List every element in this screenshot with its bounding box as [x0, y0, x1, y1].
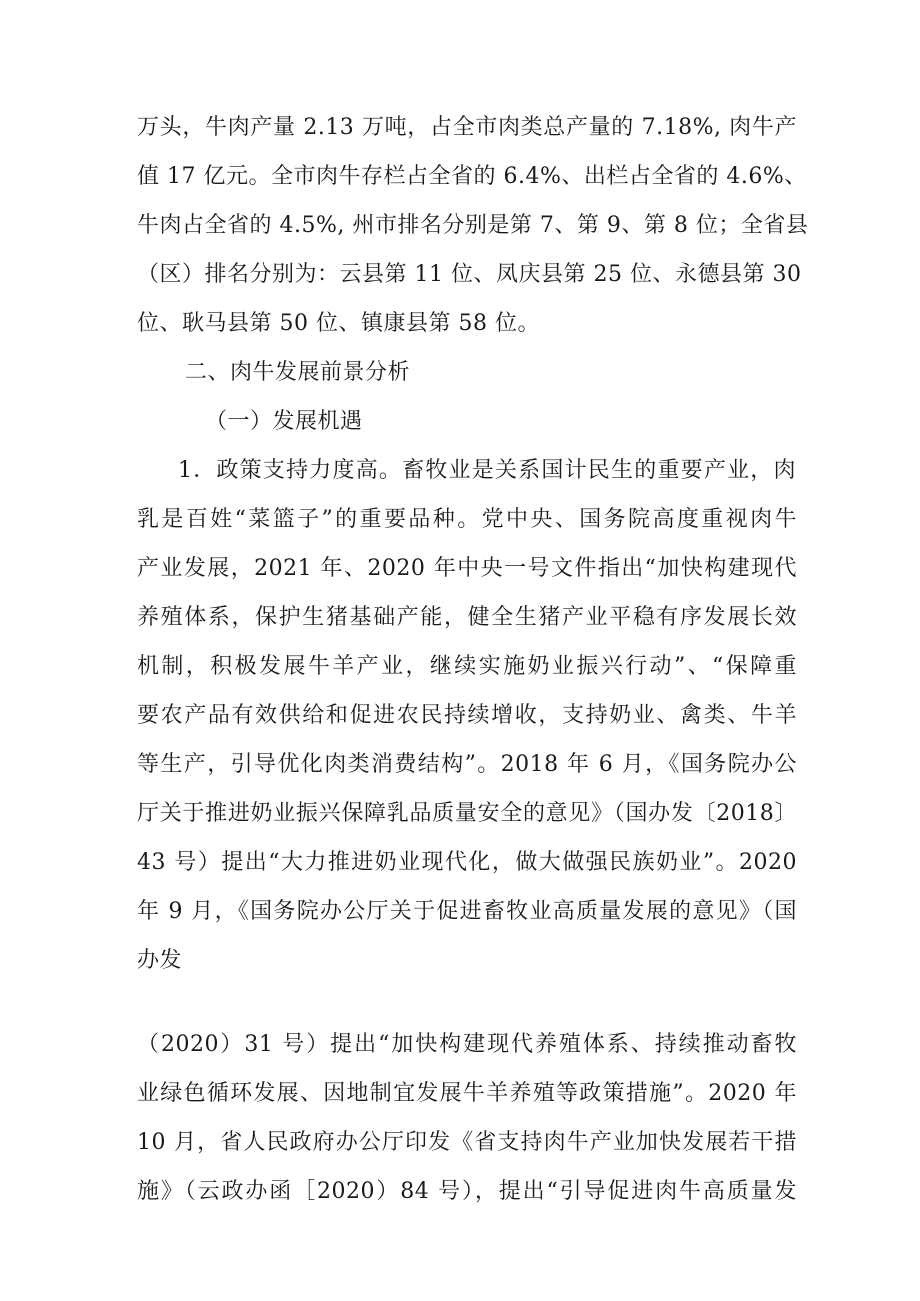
- body-line: 厅关于推进奶业振兴保障乳品质量安全的意见》（国办发〔2018〕: [137, 801, 797, 826]
- body-line: 年 9 月，《国务院办公厅关于促进畜牧业高质量发展的意见》（国: [137, 899, 797, 924]
- body-line: 业绿色循环发展、因地制宜发展牛羊养殖等政策措施”。2020 年: [137, 1081, 797, 1106]
- body-line: 等生产，引导优化肉类消费结构”。2018 年 6 月，《国务院办公: [137, 752, 797, 777]
- body-line: 产业发展，2021 年、2020 年中央一号文件指出“加快构建现代: [137, 556, 797, 581]
- body-line: 43 号）提出“大力推进奶业现代化，做大做强民族奶业”。2020: [137, 850, 797, 875]
- body-line: 位、耿马县第 50 位、镇康县第 58 位。: [137, 311, 540, 336]
- body-line: 万头，牛肉产量 2.13 万吨，占全市肉类总产量的 7.18%, 肉牛产: [137, 115, 797, 140]
- body-line: （2020）31 号）提出“加快构建现代养殖体系、持续推动畜牧: [137, 1032, 797, 1057]
- body-line: 办发: [137, 948, 183, 973]
- body-line: 施》（云政办函［2020）84 号），提出“引导促进肉牛高质量发: [137, 1179, 797, 1204]
- subsection-heading: （一）发展机遇: [205, 409, 363, 434]
- body-line: （区）排名分别为：云县第 11 位、凤庆县第 25 位、永德县第 30: [137, 262, 802, 287]
- body-line: 10 月，省人民政府办公厅印发《省支持肉牛产业加快发展若干措: [137, 1130, 797, 1155]
- body-line: 机制，积极发展牛羊产业，继续实施奶业振兴行动”、“保障重: [137, 654, 797, 679]
- body-line: 值 17 亿元。全市肉牛存栏占全省的 6.4%、出栏占全省的 4.6%、: [137, 164, 807, 189]
- paragraph-first-line: 1．政策支持力度高。畜牧业是关系国计民生的重要产业，肉: [178, 458, 796, 483]
- section-heading: 二、肉牛发展前景分析: [185, 360, 411, 385]
- body-line: 养殖体系，保护生猪基础产能，健全生猪产业平稳有序发展长效: [137, 605, 797, 630]
- body-line: 要农产品有效供给和促进农民持续增收，支持奶业、禽类、牛羊: [137, 703, 797, 728]
- body-line: 乳是百姓“菜篮子”的重要品种。党中央、国务院高度重视肉牛: [137, 507, 797, 532]
- body-line: 牛肉占全省的 4.5%, 州市排名分别是第 7、第 9、第 8 位；全省县: [137, 213, 809, 238]
